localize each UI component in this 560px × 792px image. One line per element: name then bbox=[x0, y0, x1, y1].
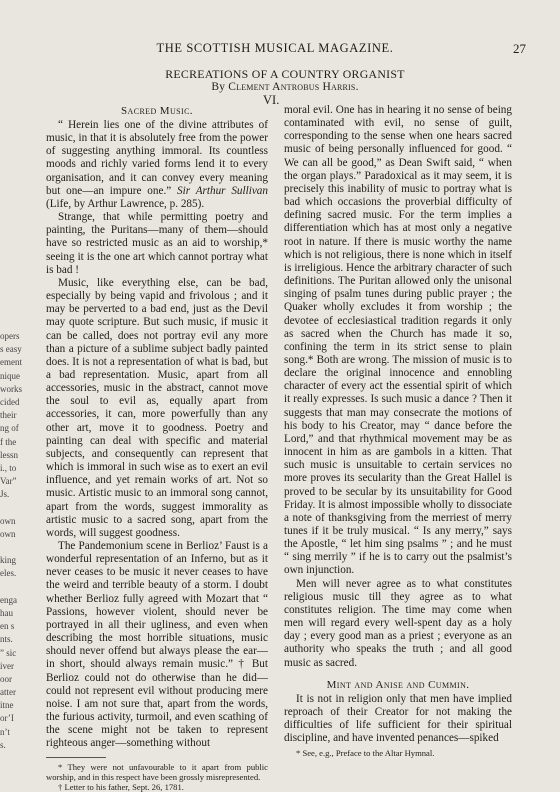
margin-fragment bbox=[0, 581, 14, 594]
margin-fragment: Js. bbox=[0, 489, 10, 500]
margin-fragment: nique bbox=[0, 370, 20, 381]
margin-fragment: s. bbox=[0, 739, 6, 750]
margin-fragment: cided bbox=[0, 396, 20, 407]
article-title: RECREATIONS OF A COUNTRY ORGANIST bbox=[165, 67, 405, 81]
paragraph: Music, like everything else, can be bad, especially by being vapid and frivolous ; and it may be perverted to a bad end, just as the Devil may quote scripture. But such music, if music it can be called, does not portray evil any more than a picture of a sublime subject badly painted does. It is not a representation of what is bad, but a bad representation. Music, apart from all accessories, music in the abstract, cannot move the soul to evil as, equally apart from accessories, it can, more powerfully than any other art, move it to goodness. Poetry and painting can deal with specific and material subjects, and consequently can represent that which is immoral in such wise as to exert an evil influence, and yet remain works of art. Not so music. Artistic music to an immoral song cannot, apart from the words, suggest immorality as artistic music to a sacred song, apart from the words, will suggest goodness. bbox=[46, 276, 268, 539]
running-title: THE SCOTTISH MUSICAL MAGAZINE. bbox=[156, 41, 394, 55]
section-heading-mint-anise-cummin: Mint and Anise and Cummin. bbox=[326, 678, 470, 691]
margin-fragment: hau bbox=[0, 607, 13, 618]
margin-fragment: iver bbox=[0, 660, 14, 671]
margin-fragment: Var” bbox=[0, 476, 17, 487]
margin-fragment: ement bbox=[0, 357, 22, 368]
paragraph: The Pandemonium scene in Berlioz’ Faust is a wonderful representation of an Inferno, but as it never ceases to be music it never ceases to have the weird and terrible beauty of a storm. I doubt whether Berlioz fully agreed with Mozart that “ Passions, however violent, should never be portrayed in all their ugliness, and even when describing the most horrible situations, music should never offend but always please the ear—in short, should always remain music.” † But Berlioz could not do otherwise than he did—could not represent evil without producing mere noise. I am not sure that, apart from the words, the furious activity, turmoil, and even scathing of the scene might not be taken to represent righteous anger—something without bbox=[46, 540, 268, 750]
byline-prefix: By bbox=[211, 81, 229, 93]
margin-fragment: their bbox=[0, 410, 17, 421]
running-head bbox=[0, 41, 560, 57]
left-column bbox=[46, 104, 268, 792]
paragraph: “ Herein lies one of the divine attributes of music, in that it is absolutely free from the power of suggesting anything immoral. Its countless moods and richly varied forms lend it to every organisation, and it can convey every meaning but one—an impure one.” Sir Arthur Sullivan (Life, by Arthur Lawrence, p. 285). bbox=[46, 119, 268, 210]
margin-fragment: ng of bbox=[0, 423, 19, 434]
right-column bbox=[284, 104, 512, 759]
margin-fragment: nts. bbox=[0, 634, 13, 645]
adjacent-page-margin bbox=[0, 330, 22, 750]
margin-fragment: n’t bbox=[0, 726, 10, 737]
margin-fragment: en s bbox=[0, 621, 15, 632]
footnote: * They were not unfavourable to it apart from public worship, and in this respect have been grossly misrepresented. bbox=[46, 761, 268, 782]
margin-fragment: own bbox=[0, 515, 16, 526]
paragraph: Men will never agree as to what constitutes religious music till they agree as to what constitutes religion. The time may come when men will regard every well-spent day as a holy day ; every good man as a priest ; everyone as an authority who speaks the truth ; and all good music as sacred. bbox=[284, 577, 512, 669]
margin-fragment: itne bbox=[0, 700, 14, 711]
footnote-rule bbox=[46, 757, 106, 758]
part-number: VI. bbox=[263, 93, 280, 107]
section-heading-sacred-music: Sacred Music. bbox=[121, 105, 193, 117]
margin-fragment: oor bbox=[0, 673, 12, 684]
byline bbox=[40, 81, 530, 94]
margin-fragment: lessn bbox=[0, 449, 18, 460]
margin-fragment bbox=[0, 501, 14, 514]
margin-fragment: or’I bbox=[0, 713, 14, 724]
footnote: * See, e.g., Preface to the Altar Hymnal. bbox=[296, 748, 435, 759]
margin-fragment bbox=[0, 541, 14, 554]
margin-fragment: ” sic bbox=[0, 647, 17, 658]
author-name: Clement Antrobus Harris. bbox=[228, 81, 359, 93]
margin-fragment: i., to bbox=[0, 462, 17, 473]
paragraph: It is not in religion only that men have implied reproach of their Creator for not making the difficulties of life sufficient for their spiritual discipline, and have invented penances—spiked bbox=[284, 692, 512, 745]
paragraph: moral evil. One has in hearing it no sense of being contaminated with evil, no sense of guilt, corresponding to the sense when one hears sacred music of being personally influenced for good. “ We can all be good,” as Dean Swift said, “ when the organ plays.” Paradoxical as it may seem, it is precisely this inability of music to portray what is bad which occasions the proverbial difficulty of defining sacred music. For the term implies a differentiation which has at most only a negative root in nature. If there is music worthy the name which is not religious, there is none which in itself is irreligious. Hence the arbitrary character of such definitions. The Puritan allowed only the unisonal singing of psalm tunes during public prayer ; the Quaker wholly excludes it from worship ; the devotee of ecclesiastical tradition regards it only as sacred when the Church has made it so, confining the term in its strict sense to plain song.* Both are wrong. The mission of music is to declare the original innocence and ennobling character of every act the essential spirit of which it really expresses. Is such music a dance ? Then it suggests that man may consecrate the motions of his body to his Creator, may “ dance before the Lord,” and that rhythmical movement may be as innocent in him as are gambols in a kitten. That such music is unsuitable to certain services no more proves its secularity than the Great Hallel is proved to be secular by its unsuitability for Good Friday. It is almost impossible wholly to dissociate a note of thanksgiving from the merriest of merry tunes if it be truly musical. “ Is any merry,” says the Apostle, “ let him sing psalms ” ; and he must “ sing merrily ” if he is to carry out the psalmist’s own injunction. bbox=[284, 104, 512, 577]
margin-fragment: king bbox=[0, 555, 17, 566]
article-header bbox=[40, 68, 530, 94]
margin-fragment: atter bbox=[0, 687, 16, 698]
margin-fragment: works bbox=[0, 383, 22, 394]
margin-fragment: enga bbox=[0, 594, 17, 605]
margin-fragment: s easy bbox=[0, 344, 22, 355]
margin-fragment: eles. bbox=[0, 568, 17, 579]
page-number: 27 bbox=[513, 41, 526, 56]
margin-fragment: own bbox=[0, 528, 16, 539]
footnote: † Letter to his father, Sept. 26, 1781. bbox=[58, 781, 184, 792]
margin-fragment: f the bbox=[0, 436, 17, 447]
margin-fragment: opers bbox=[0, 331, 20, 341]
paragraph: Strange, that while permitting poetry and painting, the Puritans—many of them—should have so restricted music as an aid to worship,* seeing it is the one art which cannot portray what is bad ! bbox=[46, 211, 268, 276]
